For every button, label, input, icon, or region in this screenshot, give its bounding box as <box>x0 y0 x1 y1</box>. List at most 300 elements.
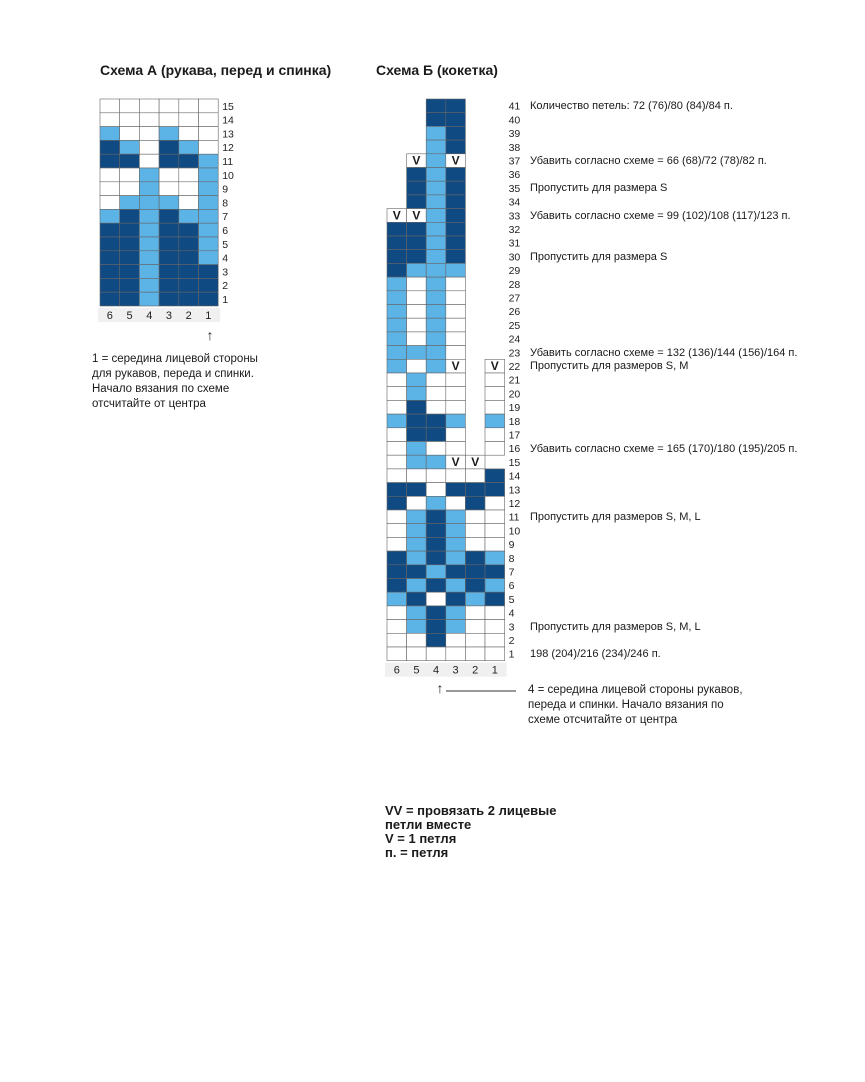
scheme-a-cell <box>199 251 219 265</box>
scheme-a-cell <box>179 99 199 113</box>
scheme-b-cell <box>446 400 466 414</box>
scheme-b-note-line: схеме отсчитайте от центра <box>528 714 678 726</box>
scheme-a-cell <box>199 237 219 251</box>
scheme-a-cell <box>120 265 140 279</box>
scheme-b-cell <box>446 318 466 332</box>
scheme-b-row-label: 2 <box>508 635 515 647</box>
scheme-a-cell <box>159 237 179 251</box>
scheme-b-cell <box>465 579 485 593</box>
scheme-a-cell <box>139 278 159 292</box>
scheme-b-cell <box>407 524 427 538</box>
scheme-b-cell <box>407 537 427 551</box>
scheme-b-row-label: 6 <box>508 580 515 593</box>
scheme-b-cell <box>387 633 407 647</box>
row-annotation: Количество петель: 72 (76)/80 (84)/84 п. <box>530 100 733 112</box>
scheme-a-row-label: 8 <box>222 197 229 210</box>
scheme-a-cell <box>100 237 120 251</box>
scheme-b-cell <box>485 400 505 414</box>
scheme-b-cell <box>387 263 407 277</box>
scheme-a-cell <box>199 182 219 196</box>
scheme-a-cell <box>139 182 159 196</box>
scheme-a-cell <box>139 127 159 141</box>
scheme-b-cell <box>446 620 466 634</box>
scheme-b-cell <box>426 414 446 428</box>
scheme-b-cell <box>387 236 407 250</box>
scheme-b-row-label: 25 <box>508 319 521 332</box>
scheme-a-cell <box>100 292 120 306</box>
scheme-a-cell <box>139 292 159 306</box>
scheme-a-cell <box>120 182 140 196</box>
scheme-a-cell <box>120 127 140 141</box>
scheme-b-cell <box>465 620 485 634</box>
scheme-b-cell <box>407 455 427 469</box>
scheme-b-cell <box>426 154 446 168</box>
scheme-b-note <box>528 683 743 728</box>
scheme-b-cell <box>465 510 485 524</box>
scheme-b-cell <box>407 168 427 182</box>
scheme-b-cell <box>485 496 505 510</box>
scheme-a-cell <box>179 237 199 251</box>
scheme-b-cell <box>465 483 485 497</box>
scheme-b-cell <box>426 346 446 360</box>
scheme-a-cell <box>139 265 159 279</box>
scheme-b-row-label: 5 <box>508 593 515 606</box>
scheme-b-v-mark: V <box>490 359 499 373</box>
scheme-a-cell <box>120 209 140 223</box>
scheme-b-row-label: 18 <box>508 415 521 428</box>
scheme-b-note-line: 4 = середина лицевой стороны рукавов, <box>528 684 743 696</box>
scheme-a-cell <box>179 209 199 223</box>
scheme-b-cell <box>426 606 446 620</box>
scheme-b-cell <box>446 373 466 387</box>
scheme-b-cell <box>426 524 446 538</box>
scheme-b-row-label: 24 <box>508 333 521 346</box>
scheme-b-cell <box>446 222 466 236</box>
scheme-a-row-label: 9 <box>222 183 229 196</box>
scheme-b-row-label: 38 <box>508 141 521 154</box>
scheme-a-cell <box>100 127 120 141</box>
scheme-b-col-label: 6 <box>393 664 400 677</box>
scheme-b-cell <box>446 305 466 319</box>
scheme-b-row-label: 14 <box>508 470 521 483</box>
scheme-b-cell <box>426 551 446 565</box>
scheme-b-cell <box>426 496 446 510</box>
scheme-a-col-label-bar <box>98 308 220 322</box>
scheme-a-row-label: 12 <box>222 142 234 155</box>
scheme-b-row-label: 1 <box>508 648 515 661</box>
scheme-b-cell <box>446 332 466 346</box>
scheme-b-row-label: 40 <box>508 114 521 127</box>
scheme-b-row-label: 41 <box>508 100 521 113</box>
scheme-a-cell <box>199 209 219 223</box>
scheme-a-cell <box>159 278 179 292</box>
scheme-b-cell <box>446 263 466 277</box>
scheme-b-row-label: 33 <box>508 210 521 223</box>
scheme-a-cell <box>100 99 120 113</box>
scheme-b-v-mark: V <box>451 454 460 469</box>
scheme-b-cell <box>446 168 466 182</box>
scheme-a-note-line: отсчитайте от центра <box>92 398 206 410</box>
scheme-b-cell <box>387 647 407 661</box>
scheme-b-cell <box>407 318 427 332</box>
scheme-b-row-label: 3 <box>508 621 515 634</box>
scheme-a-row-label: 1 <box>222 294 229 306</box>
scheme-a-cell <box>120 237 140 251</box>
row-annotation: Пропустить для размеров S, M, L <box>530 620 701 633</box>
scheme-b-cell <box>446 483 466 497</box>
scheme-b-row-label: 4 <box>508 607 515 620</box>
scheme-b-row-label: 35 <box>508 182 521 195</box>
scheme-b-row-label: 10 <box>508 525 521 538</box>
scheme-a-row-label: 5 <box>222 238 229 251</box>
row-annotation: 198 (204)/216 (234)/246 п. <box>530 648 661 660</box>
scheme-a-col-label: 1 <box>205 310 212 322</box>
scheme-b-col-label: 5 <box>413 664 420 677</box>
scheme-b-row-label: 22 <box>508 361 521 373</box>
scheme-b-note-line: переда и спинки. Начало вязания по <box>528 699 724 711</box>
scheme-b-cell <box>407 387 427 401</box>
scheme-b-row-label: 9 <box>508 539 515 552</box>
scheme-a-cell <box>159 196 179 210</box>
scheme-a-cell <box>199 99 219 113</box>
scheme-a-cell <box>159 154 179 168</box>
scheme-b-cell <box>465 537 485 551</box>
scheme-a-cell <box>199 265 219 279</box>
scheme-b-cell <box>465 524 485 538</box>
scheme-b-cell <box>465 592 485 606</box>
scheme-b-row-label: 11 <box>508 511 520 524</box>
scheme-b-cell <box>485 510 505 524</box>
scheme-a-cell <box>159 251 179 265</box>
scheme-b-row-label: 27 <box>508 292 521 305</box>
scheme-b-cell <box>407 606 427 620</box>
scheme-a-cell <box>179 223 199 237</box>
scheme-b-cell <box>426 181 446 195</box>
scheme-b-cell <box>387 620 407 634</box>
scheme-b-cell <box>446 113 466 127</box>
scheme-b-cell <box>407 414 427 428</box>
scheme-b-cell <box>446 126 466 140</box>
scheme-b-cell <box>407 647 427 661</box>
scheme-b-v-mark: V <box>451 153 460 168</box>
scheme-b-cell <box>446 633 466 647</box>
scheme-b-cell <box>426 579 446 593</box>
scheme-a-title: Схема А (рукава, перед и спинка) <box>100 62 332 78</box>
scheme-b-cell <box>426 222 446 236</box>
scheme-b-cell <box>426 291 446 305</box>
scheme-b-cell <box>387 551 407 565</box>
scheme-b-cell <box>426 620 446 634</box>
scheme-b-row-label: 39 <box>508 128 521 141</box>
scheme-b-v-mark: V <box>392 208 401 223</box>
legend <box>385 804 556 860</box>
scheme-a-cell <box>179 182 199 196</box>
scheme-a-row-label: 6 <box>222 225 229 237</box>
scheme-b-col-label-bar <box>385 663 507 677</box>
scheme-b-cell <box>387 318 407 332</box>
scheme-b-cell <box>446 537 466 551</box>
scheme-b-cell <box>426 400 446 414</box>
row-annotation: Пропустить для размеров S, M, L <box>530 511 701 523</box>
scheme-b-row-label: 31 <box>508 237 521 250</box>
scheme-b-cell <box>387 359 407 373</box>
scheme-b-cell <box>387 250 407 264</box>
legend-line: п. = петля <box>385 845 449 860</box>
legend-line: V = 1 петля <box>385 831 457 846</box>
scheme-b-cell <box>407 483 427 497</box>
scheme-b-cell <box>426 592 446 606</box>
scheme-b-cell <box>426 565 446 579</box>
scheme-b-cell <box>465 606 485 620</box>
scheme-b-row-label: 29 <box>508 265 521 278</box>
scheme-b-row-label: 17 <box>508 429 521 442</box>
scheme-a-cell <box>179 196 199 210</box>
scheme-b-cell <box>446 496 466 510</box>
scheme-b-cell <box>426 469 446 483</box>
scheme-b-row-label: 28 <box>508 278 521 291</box>
scheme-a-cell <box>120 196 140 210</box>
scheme-a-row-label: 7 <box>222 211 229 224</box>
scheme-a-cell <box>179 292 199 306</box>
scheme-b-cell <box>387 400 407 414</box>
scheme-b-cell <box>485 373 505 387</box>
scheme-b-cell <box>446 387 466 401</box>
scheme-a-cell <box>120 292 140 306</box>
scheme-a-row-label: 3 <box>222 266 229 279</box>
scheme-a-row-label: 4 <box>222 252 229 265</box>
scheme-b-row-label: 16 <box>508 443 521 456</box>
scheme-b-v-mark: V <box>471 454 480 469</box>
scheme-b-cell <box>485 414 505 428</box>
scheme-b-cell <box>446 592 466 606</box>
scheme-a-cell <box>159 223 179 237</box>
scheme-b-cell <box>426 428 446 442</box>
scheme-b-cell <box>387 291 407 305</box>
scheme-a-cell <box>199 292 219 306</box>
scheme-b-row-label: 12 <box>508 498 521 510</box>
scheme-b-cell <box>485 633 505 647</box>
scheme-a-cell <box>199 168 219 182</box>
scheme-a-cell <box>179 140 199 154</box>
scheme-b-cell <box>387 277 407 291</box>
scheme-a-cell <box>120 99 140 113</box>
scheme-b-cell <box>446 414 466 428</box>
scheme-a-cell <box>120 154 140 168</box>
scheme-b-cell <box>426 483 446 497</box>
scheme-b-cell <box>446 510 466 524</box>
scheme-a-cell <box>100 223 120 237</box>
scheme-b-cell <box>426 442 446 456</box>
scheme-b-cell <box>426 209 446 223</box>
scheme-b-cell <box>407 181 427 195</box>
scheme-b-cell <box>407 400 427 414</box>
scheme-b-cell <box>446 579 466 593</box>
row-annotation: Убавить согласно схеме = 99 (102)/108 (117)/123 п. <box>530 209 791 222</box>
scheme-b-cell <box>387 222 407 236</box>
scheme-b-cell <box>407 195 427 209</box>
scheme-b-cell <box>407 510 427 524</box>
scheme-a-cell <box>159 182 179 196</box>
scheme-b-row-label: 34 <box>508 196 521 209</box>
scheme-a-cell <box>100 168 120 182</box>
scheme-b-col-label: 1 <box>491 664 498 677</box>
scheme-b-row-label: 21 <box>508 374 521 387</box>
scheme-a-cell <box>199 140 219 154</box>
scheme-a-cell <box>139 237 159 251</box>
scheme-a-cell <box>179 251 199 265</box>
scheme-b-cell <box>446 140 466 154</box>
scheme-a-col-label: 4 <box>146 310 153 322</box>
scheme-a-cell <box>159 209 179 223</box>
scheme-b-col-label: 3 <box>452 664 459 677</box>
scheme-b-cell <box>387 332 407 346</box>
scheme-a-cell <box>159 140 179 154</box>
scheme-b-cell <box>387 373 407 387</box>
scheme-b-cell <box>485 537 505 551</box>
scheme-a-cell <box>199 127 219 141</box>
scheme-b-cell <box>407 633 427 647</box>
scheme-b-cell <box>465 551 485 565</box>
scheme-b-cell <box>387 524 407 538</box>
scheme-a-row-label: 14 <box>222 114 234 127</box>
scheme-b-cell <box>407 291 427 305</box>
row-annotation: Пропустить для размера S <box>530 182 668 195</box>
scheme-b-cell <box>446 647 466 661</box>
scheme-b-cell <box>446 524 466 538</box>
scheme-b-cell <box>407 373 427 387</box>
scheme-b-cell <box>426 250 446 264</box>
scheme-b-cell <box>426 305 446 319</box>
scheme-a-cell <box>199 113 219 127</box>
scheme-b-cell <box>387 496 407 510</box>
scheme-b-cell <box>387 455 407 469</box>
scheme-b-cell <box>426 633 446 647</box>
row-annotation: Пропустить для размера S <box>530 250 668 263</box>
scheme-b-cell <box>446 565 466 579</box>
scheme-b-cell <box>387 483 407 497</box>
scheme-b-cell <box>387 305 407 319</box>
scheme-b-cell <box>407 469 427 483</box>
scheme-a-cell <box>179 278 199 292</box>
scheme-b-cell <box>407 250 427 264</box>
scheme-b-cell <box>407 305 427 319</box>
scheme-b-cell <box>387 442 407 456</box>
scheme-a-cell <box>139 140 159 154</box>
scheme-a-cell <box>100 278 120 292</box>
scheme-a-cell <box>199 154 219 168</box>
scheme-b-cell <box>485 483 505 497</box>
scheme-b-row-label: 36 <box>508 169 521 182</box>
scheme-b-row-label: 26 <box>508 306 521 319</box>
scheme-b-cell <box>407 565 427 579</box>
scheme-b-cell <box>446 291 466 305</box>
scheme-b-cell <box>446 181 466 195</box>
scheme-b-cell <box>426 168 446 182</box>
scheme-b-cell <box>407 346 427 360</box>
scheme-b-cell <box>407 579 427 593</box>
scheme-a-cell <box>139 113 159 127</box>
legend-line: петли вместе <box>385 817 472 832</box>
scheme-b-cell <box>387 510 407 524</box>
row-annotation: Пропустить для размеров S, M <box>530 360 689 373</box>
scheme-a-cell <box>100 209 120 223</box>
scheme-a-cell <box>199 196 219 210</box>
scheme-b-cell <box>485 579 505 593</box>
scheme-b-cell <box>485 551 505 565</box>
scheme-a-row-label: 11 <box>222 156 234 168</box>
scheme-a-row-label: 15 <box>222 100 234 113</box>
scheme-b-cell <box>407 236 427 250</box>
scheme-b-row-label: 30 <box>508 251 521 264</box>
scheme-b-cell <box>407 442 427 456</box>
scheme-b-grid <box>385 99 520 677</box>
scheme-b-cell <box>387 592 407 606</box>
scheme-b-cell <box>407 277 427 291</box>
row-annotation: Убавить согласно схеме = 165 (170)/180 (195)/205 п. <box>530 442 798 455</box>
scheme-b-cell <box>485 620 505 634</box>
scheme-b-cell <box>426 373 446 387</box>
scheme-a-cell <box>100 140 120 154</box>
scheme-b-cell <box>426 140 446 154</box>
scheme-a-col-label: 5 <box>126 310 133 322</box>
scheme-b-cell <box>465 633 485 647</box>
scheme-a-cell <box>139 251 159 265</box>
scheme-b-cell <box>465 565 485 579</box>
scheme-a-cell <box>139 209 159 223</box>
scheme-a-cell <box>120 168 140 182</box>
scheme-a-cell <box>139 223 159 237</box>
scheme-b-cell <box>387 428 407 442</box>
scheme-a-cell <box>120 251 140 265</box>
scheme-b-cell <box>446 442 466 456</box>
scheme-a-cell <box>199 278 219 292</box>
scheme-a-col-label: 6 <box>106 310 113 322</box>
scheme-b-cell <box>426 99 446 113</box>
scheme-a-cell <box>120 113 140 127</box>
scheme-a-cell <box>139 196 159 210</box>
scheme-b-cell <box>485 565 505 579</box>
scheme-b-cell <box>485 606 505 620</box>
scheme-b-cell <box>426 387 446 401</box>
scheme-b-cell <box>426 537 446 551</box>
scheme-b-row-label: 8 <box>508 552 515 565</box>
scheme-b-cell <box>426 277 446 291</box>
scheme-b-cell <box>387 414 407 428</box>
scheme-b-v-mark: V <box>451 359 460 373</box>
legend-line: VV = провязать 2 лицевые <box>385 803 557 818</box>
scheme-b-cell <box>485 387 505 401</box>
scheme-a-cell <box>100 154 120 168</box>
scheme-a-cell <box>159 265 179 279</box>
scheme-b-cell <box>446 236 466 250</box>
scheme-b-cell <box>485 469 505 483</box>
scheme-a-cell <box>199 223 219 237</box>
scheme-b-cell <box>387 579 407 593</box>
scheme-b-cell <box>426 510 446 524</box>
scheme-a-center-arrow: ↑ <box>206 327 214 343</box>
scheme-b-row-label: 15 <box>508 456 521 469</box>
scheme-a-cell <box>100 251 120 265</box>
row-annotation: Убавить согласно схеме = 66 (68)/72 (78)/82 п. <box>530 154 767 167</box>
scheme-a-cell <box>159 99 179 113</box>
scheme-a-note-line: 1 = середина лицевой стороны <box>92 353 258 365</box>
scheme-b-cell <box>465 496 485 510</box>
scheme-a-cell <box>120 223 140 237</box>
scheme-b-cell <box>426 236 446 250</box>
scheme-b-row-label: 13 <box>508 484 521 497</box>
scheme-b-cell <box>407 428 427 442</box>
scheme-b-cell <box>407 620 427 634</box>
